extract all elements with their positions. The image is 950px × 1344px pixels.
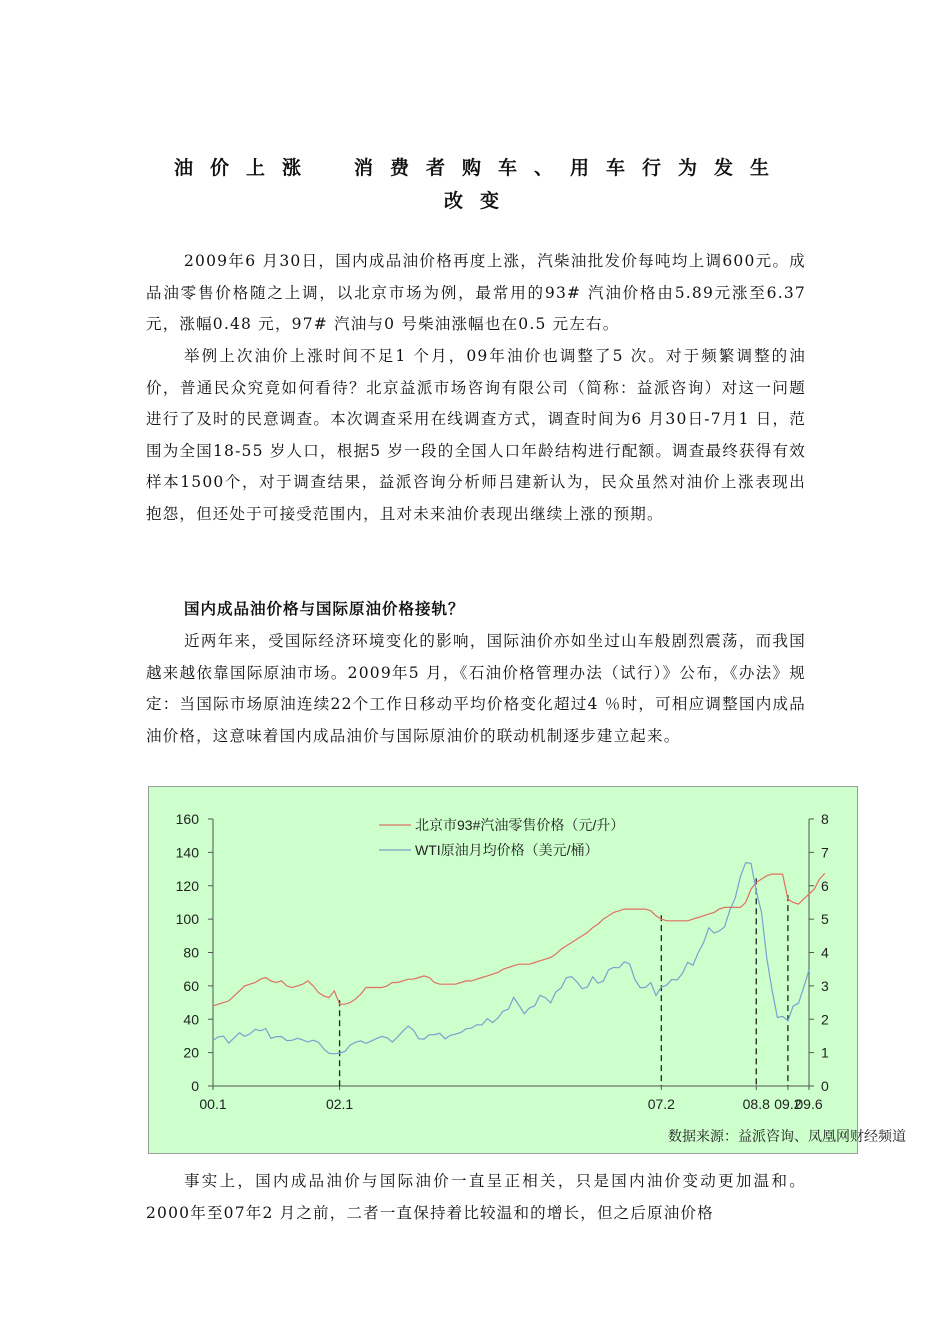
x-tick-label: 07.2 <box>647 1096 675 1112</box>
y-left-tick-label: 100 <box>175 911 199 928</box>
y-left-tick-label: 80 <box>183 944 199 961</box>
series-line-1 <box>213 863 809 1054</box>
y-left-tick-label: 120 <box>175 877 199 894</box>
y-left-tick-label: 60 <box>183 977 199 994</box>
legend-label-0: 北京市93#汽油零售价格（元/升） <box>415 817 625 833</box>
chart-container <box>148 786 858 1154</box>
paragraph-1: 2009年6 月30日，国内成品油价格再度上涨，汽柴油批发价每吨均上调600元。成品油零售价格随之上调，以北京市场为例，最常用的93# 汽油价格由5.89元涨至6.37 元，涨幅0.48 元，97# 汽油与0 号柴油涨幅也在0.5 元左右。 <box>146 252 806 333</box>
y-left-tick-label: 140 <box>175 844 199 861</box>
legend-label-1: WTI原油月均价格（美元/桶） <box>415 842 599 858</box>
price-chart <box>149 787 857 1153</box>
y-left-tick-label: 20 <box>183 1044 199 1061</box>
section-heading: 国内成品油价格与国际原油价格接轨？ <box>184 600 465 618</box>
paragraph-4: 事实上，国内成品油价与国际油价一直呈正相关，只是国内油价变动更加温和。2000年至07年2 月之前，二者一直保持着比较温和的增长，但之后原油价格 <box>146 1172 806 1222</box>
x-tick-label: 08.8 <box>742 1096 770 1112</box>
y-right-tick-label: 7 <box>821 844 829 861</box>
y-right-tick-label: 6 <box>821 877 829 894</box>
x-tick-label: 00.1 <box>199 1096 227 1112</box>
y-right-tick-label: 3 <box>821 977 829 994</box>
y-right-tick-label: 0 <box>821 1078 829 1094</box>
x-tick-label: 09.6 <box>795 1096 823 1112</box>
paragraph-2: 举例上次油价上涨时间不足1 个月，09年油价也调整了5 次。对于频繁调整的油价，普通民众究竟如何看待？北京益派市场咨询有限公司（简称：益派咨询）对这一问题进行了及时的民意调查。本次调查采用在线调查方式，调查时间为6 月30日-7月1 日，范围为全国18-55 岁人口，根据5 岁一段的全国人口年龄结构进行配额。调查最终获得有效样本1500个，对于调查结果，益派咨询分析师吕建新认为，民众虽然对油价上涨表现出抱怨，但还处于可接受范围内，且对未来油价表现出继续上涨的预期。 <box>146 347 806 523</box>
y-left-tick-label: 160 <box>175 811 199 827</box>
y-right-tick-label: 4 <box>821 944 829 961</box>
y-right-tick-label: 8 <box>821 811 829 827</box>
y-right-tick-label: 2 <box>821 1011 829 1028</box>
x-tick-label: 02.1 <box>325 1096 354 1112</box>
y-left-tick-label: 40 <box>183 1011 199 1028</box>
y-right-tick-label: 5 <box>821 911 829 928</box>
paragraph-3: 近两年来，受国际经济环境变化的影响，国际油价亦如坐过山车般剧烈震荡，而我国越来越依靠国际原油市场。2009年5 月，《石油价格管理办法（试行）》公布，《办法》规定：当国际市场原油连续22个工作日移动平均价格变化超过4 ％时，可相应调整国内成品油价格，这意味着国内成品油价与国际原油价的联动机制逐步建立起来。 <box>146 632 806 745</box>
x-tick-label: 09.2 <box>774 1096 802 1112</box>
series-line-0 <box>213 873 825 1006</box>
document-title-line1: 油价上涨 消费者购车、用车行为发生 <box>173 157 786 179</box>
y-right-tick-label: 1 <box>821 1044 829 1061</box>
chart-source: 数据来源：益派咨询、凤凰网财经频道 <box>668 1129 906 1145</box>
document-title-line2: 改变 <box>443 190 516 212</box>
y-left-tick-label: 0 <box>191 1078 199 1094</box>
